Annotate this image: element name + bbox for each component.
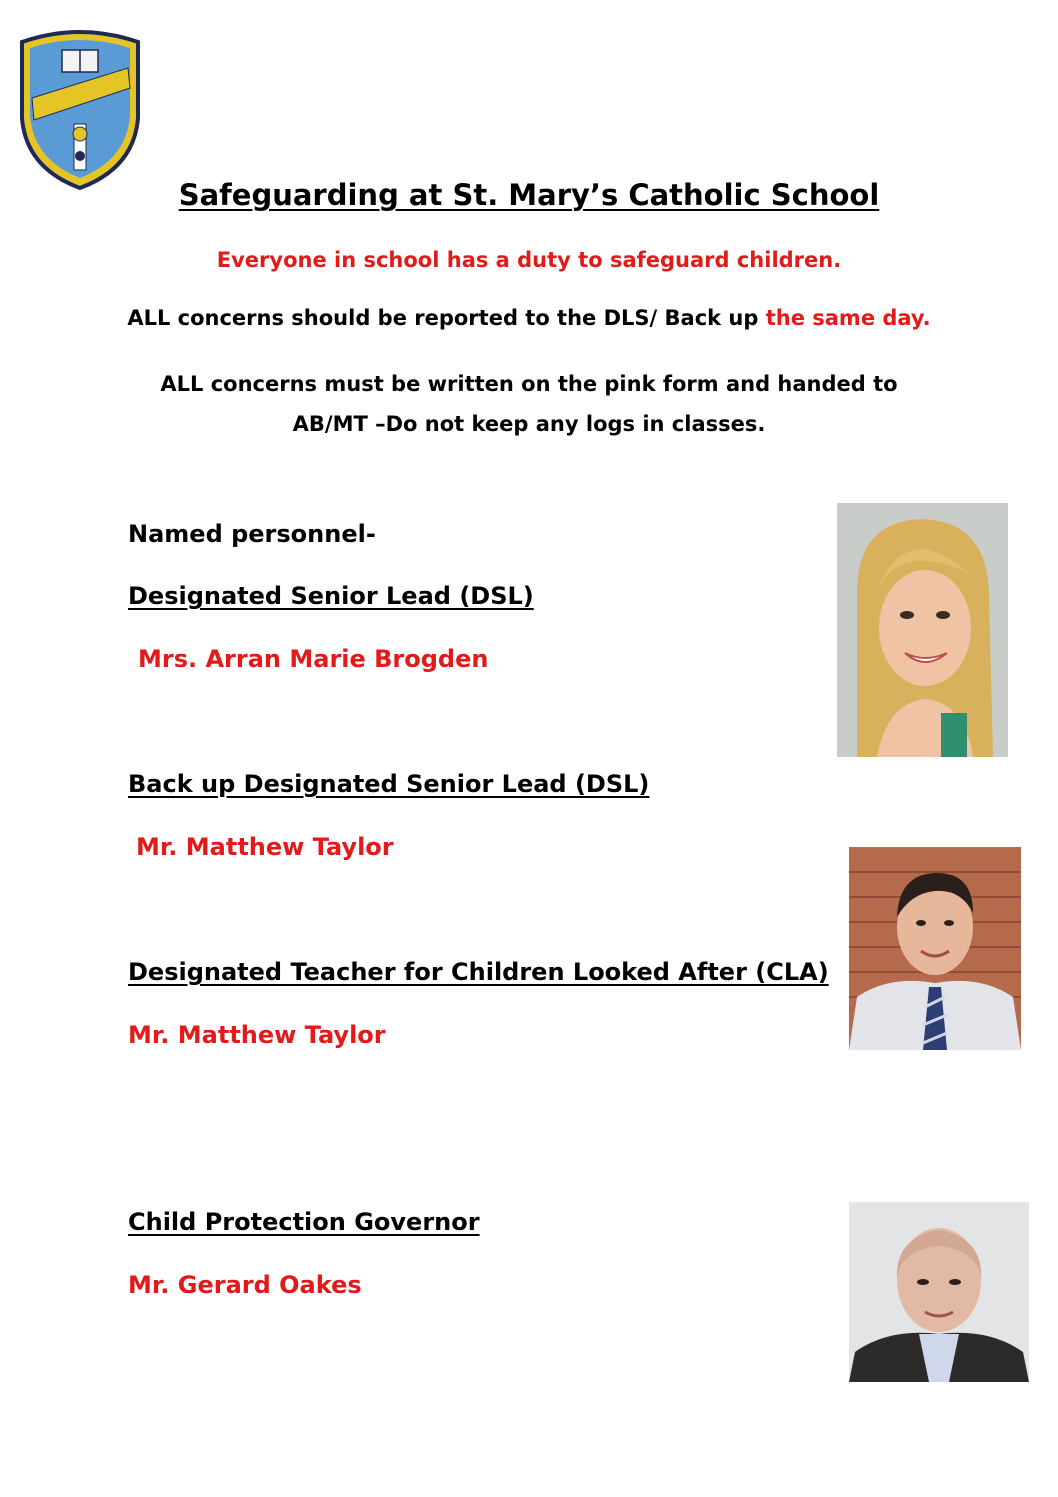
- personnel-heading: Named personnel-: [128, 520, 376, 548]
- name-cp-governor: Mr. Gerard Oakes: [128, 1271, 362, 1299]
- form-notice-line-1: ALL concerns must be written on the pink form and handed to: [160, 372, 898, 396]
- name-backup-dsl: Mr. Matthew Taylor: [136, 833, 394, 861]
- role-backup-dsl: Back up Designated Senior Lead (DSL): [128, 770, 650, 798]
- page-title: Safeguarding at St. Mary’s Catholic School: [178, 178, 880, 212]
- name-dsl: Mrs. Arran Marie Brogden: [138, 645, 489, 673]
- form-notice: [0, 364, 1058, 444]
- role-cp-governor: Child Protection Governor: [128, 1208, 480, 1236]
- report-notice: [0, 306, 1058, 330]
- role-cla-teacher: Designated Teacher for Children Looked After (CLA): [128, 958, 829, 986]
- report-notice-emphasis: the same day.: [765, 306, 931, 330]
- report-notice-text: ALL concerns should be reported to the DLS/ Back up: [127, 306, 759, 330]
- name-cla-teacher: Mr. Matthew Taylor: [128, 1021, 386, 1049]
- duty-notice: Everyone in school has a duty to safeguard children.: [216, 248, 842, 272]
- role-dsl: Designated Senior Lead (DSL): [128, 582, 534, 610]
- photo-cp-governor: [849, 1202, 1029, 1382]
- photo-backup-dsl: [849, 847, 1021, 1050]
- form-notice-line-2: AB/MT –Do not keep any logs in classes.: [292, 412, 766, 436]
- photo-dsl: [837, 503, 1008, 757]
- school-crest-logo: [18, 28, 142, 192]
